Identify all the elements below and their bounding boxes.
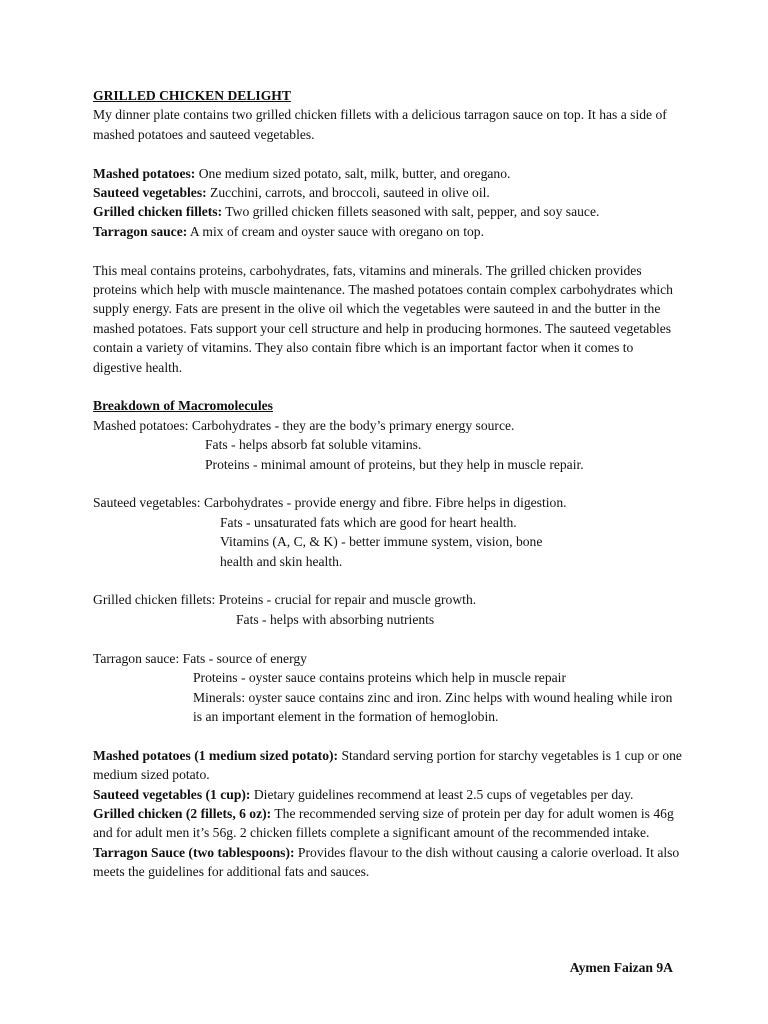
breakdown-tarragon: Tarragon sauce: Fats - source of energy Proteins - oyster sauce contains proteins which help in muscle repair Minerals: oyster sauce contains zinc and iron. Zinc helps with wound healing while iron is an important element in the formation of hemoglobin. xyxy=(93,650,673,724)
intro-paragraph: My dinner plate contains two grilled chicken fillets with a delicious tarragon sauce on top. It has a side of mashed potatoes and sauteed vegetables. xyxy=(93,107,667,142)
author-signature: Aymen Faizan 9A xyxy=(569,960,673,975)
breakdown-heading: Breakdown of Macromolecules xyxy=(93,398,273,414)
serving-sauteed: Sauteed vegetables (1 cup): Dietary guidelines recommend at least 2.5 cups of vegetables per day. xyxy=(93,786,634,802)
ingredient-mashed: Mashed potatoes: One medium sized potato, salt, milk, butter, and oregano. xyxy=(93,165,511,181)
serving-chicken: Grilled chicken (2 fillets, 6 oz): The recommended serving size of protein per day for adult women is 46g and for adult men it’s 56g. 2 chicken fillets complete a significant amount of the recommended intake. xyxy=(93,805,674,841)
nutrition-paragraph: This meal contains proteins, carbohydrates, fats, vitamins and minerals. The grilled chicken provides proteins which help with muscle maintenance. The mashed potatoes contain complex carbohydrates which supply energy. Fats are present in the olive oil which the vegetables were sauteed in and the butter in the mashed potatoes. Fats support your cell structure and help in producing hormones. The sauteed vegetables contain a variety of vitamins. They also contain fibre which is an important factor when it comes to digestive health. xyxy=(93,262,673,375)
document-body xyxy=(93,86,683,882)
breakdown-mashed: Mashed potatoes: Carbohydrates - they are the body’s primary energy source. Fats - helps absorb fat soluble vitamins. Proteins - minimal amount of proteins, but they help in muscle repair. xyxy=(93,417,584,472)
ingredient-sauteed: Sauteed vegetables: Zucchini, carrots, and broccoli, sauteed in olive oil. xyxy=(93,185,490,201)
breakdown-chicken: Grilled chicken fillets: Proteins - crucial for repair and muscle growth. Fats - helps with absorbing nutrients xyxy=(93,592,477,627)
document-title: GRILLED CHICKEN DELIGHT xyxy=(93,88,291,103)
breakdown-sauteed: Sauteed vegetables: Carbohydrates - provide energy and fibre. Fibre helps in digestion. Fats - unsaturated fats which are good for heart health. Vitamins (A, C, & K) - better immune system, vision, bone health and skin health. xyxy=(93,495,567,569)
serving-mashed: Mashed potatoes (1 medium sized potato): Standard serving portion for starchy vegetables is 1 cup or one medium sized potato. xyxy=(93,747,682,783)
ingredient-tarragon: Tarragon sauce: A mix of cream and oyster sauce with oregano on top. xyxy=(93,223,484,239)
serving-tarragon: Tarragon Sauce (two tablespoons): Provides flavour to the dish without causing a calorie overload. It also meets the guidelines for additional fats and sauces. xyxy=(93,844,680,880)
ingredient-chicken: Grilled chicken fillets: Two grilled chicken fillets seasoned with salt, pepper, and soy sauce. xyxy=(93,204,600,220)
